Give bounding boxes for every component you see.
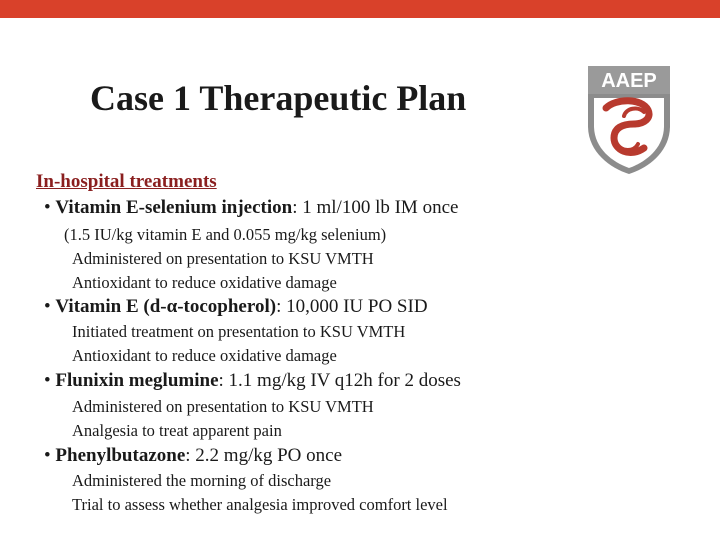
bullet: • xyxy=(44,370,51,391)
treatment-name: Phenylbutazone xyxy=(55,445,186,466)
treatment-detail: Administered the morning of discharge xyxy=(72,471,332,490)
treatment-detail: Antioxidant to reduce oxidative damage xyxy=(72,273,337,292)
treatment-1 xyxy=(44,197,458,219)
treatment-dose: : 1 ml/100 lb IM once xyxy=(292,197,459,218)
treatment-name: Flunixin meglumine xyxy=(55,370,219,391)
slide-title: Case 1 Therapeutic Plan xyxy=(90,78,467,118)
treatment-3 xyxy=(44,370,461,392)
treatment-detail: Administered on presentation to KSU VMTH xyxy=(72,249,374,268)
aaep-logo-icon xyxy=(586,64,672,176)
treatment-dose: : 2.2 mg/kg PO once xyxy=(185,445,343,466)
treatment-detail: (1.5 IU/kg vitamin E and 0.055 mg/kg selenium) xyxy=(64,225,387,244)
treatment-detail: Analgesia to treat apparent pain xyxy=(72,421,282,440)
treatment-detail: Antioxidant to reduce oxidative damage xyxy=(72,346,337,365)
bullet: • xyxy=(44,197,51,218)
treatment-detail: Trial to assess whether analgesia improved comfort level xyxy=(72,495,448,514)
bullet: • xyxy=(44,296,51,317)
treatment-name: Vitamin E-selenium injection xyxy=(55,197,293,218)
treatment-detail: Administered on presentation to KSU VMTH xyxy=(72,397,374,416)
treatment-dose: : 10,000 IU PO SID xyxy=(276,296,428,317)
top-accent-bar xyxy=(0,0,720,18)
bullet: • xyxy=(44,445,51,466)
treatment-dose: : 1.1 mg/kg IV q12h for 2 doses xyxy=(218,370,461,391)
treatment-detail: Initiated treatment on presentation to KSU VMTH xyxy=(72,322,406,341)
treatment-4 xyxy=(44,445,342,467)
logo-text: AAEP xyxy=(601,70,657,92)
treatment-name: Vitamin E (d-α-tocopherol) xyxy=(55,296,277,317)
treatment-2 xyxy=(44,296,428,318)
section-heading: In-hospital treatments xyxy=(36,171,217,192)
